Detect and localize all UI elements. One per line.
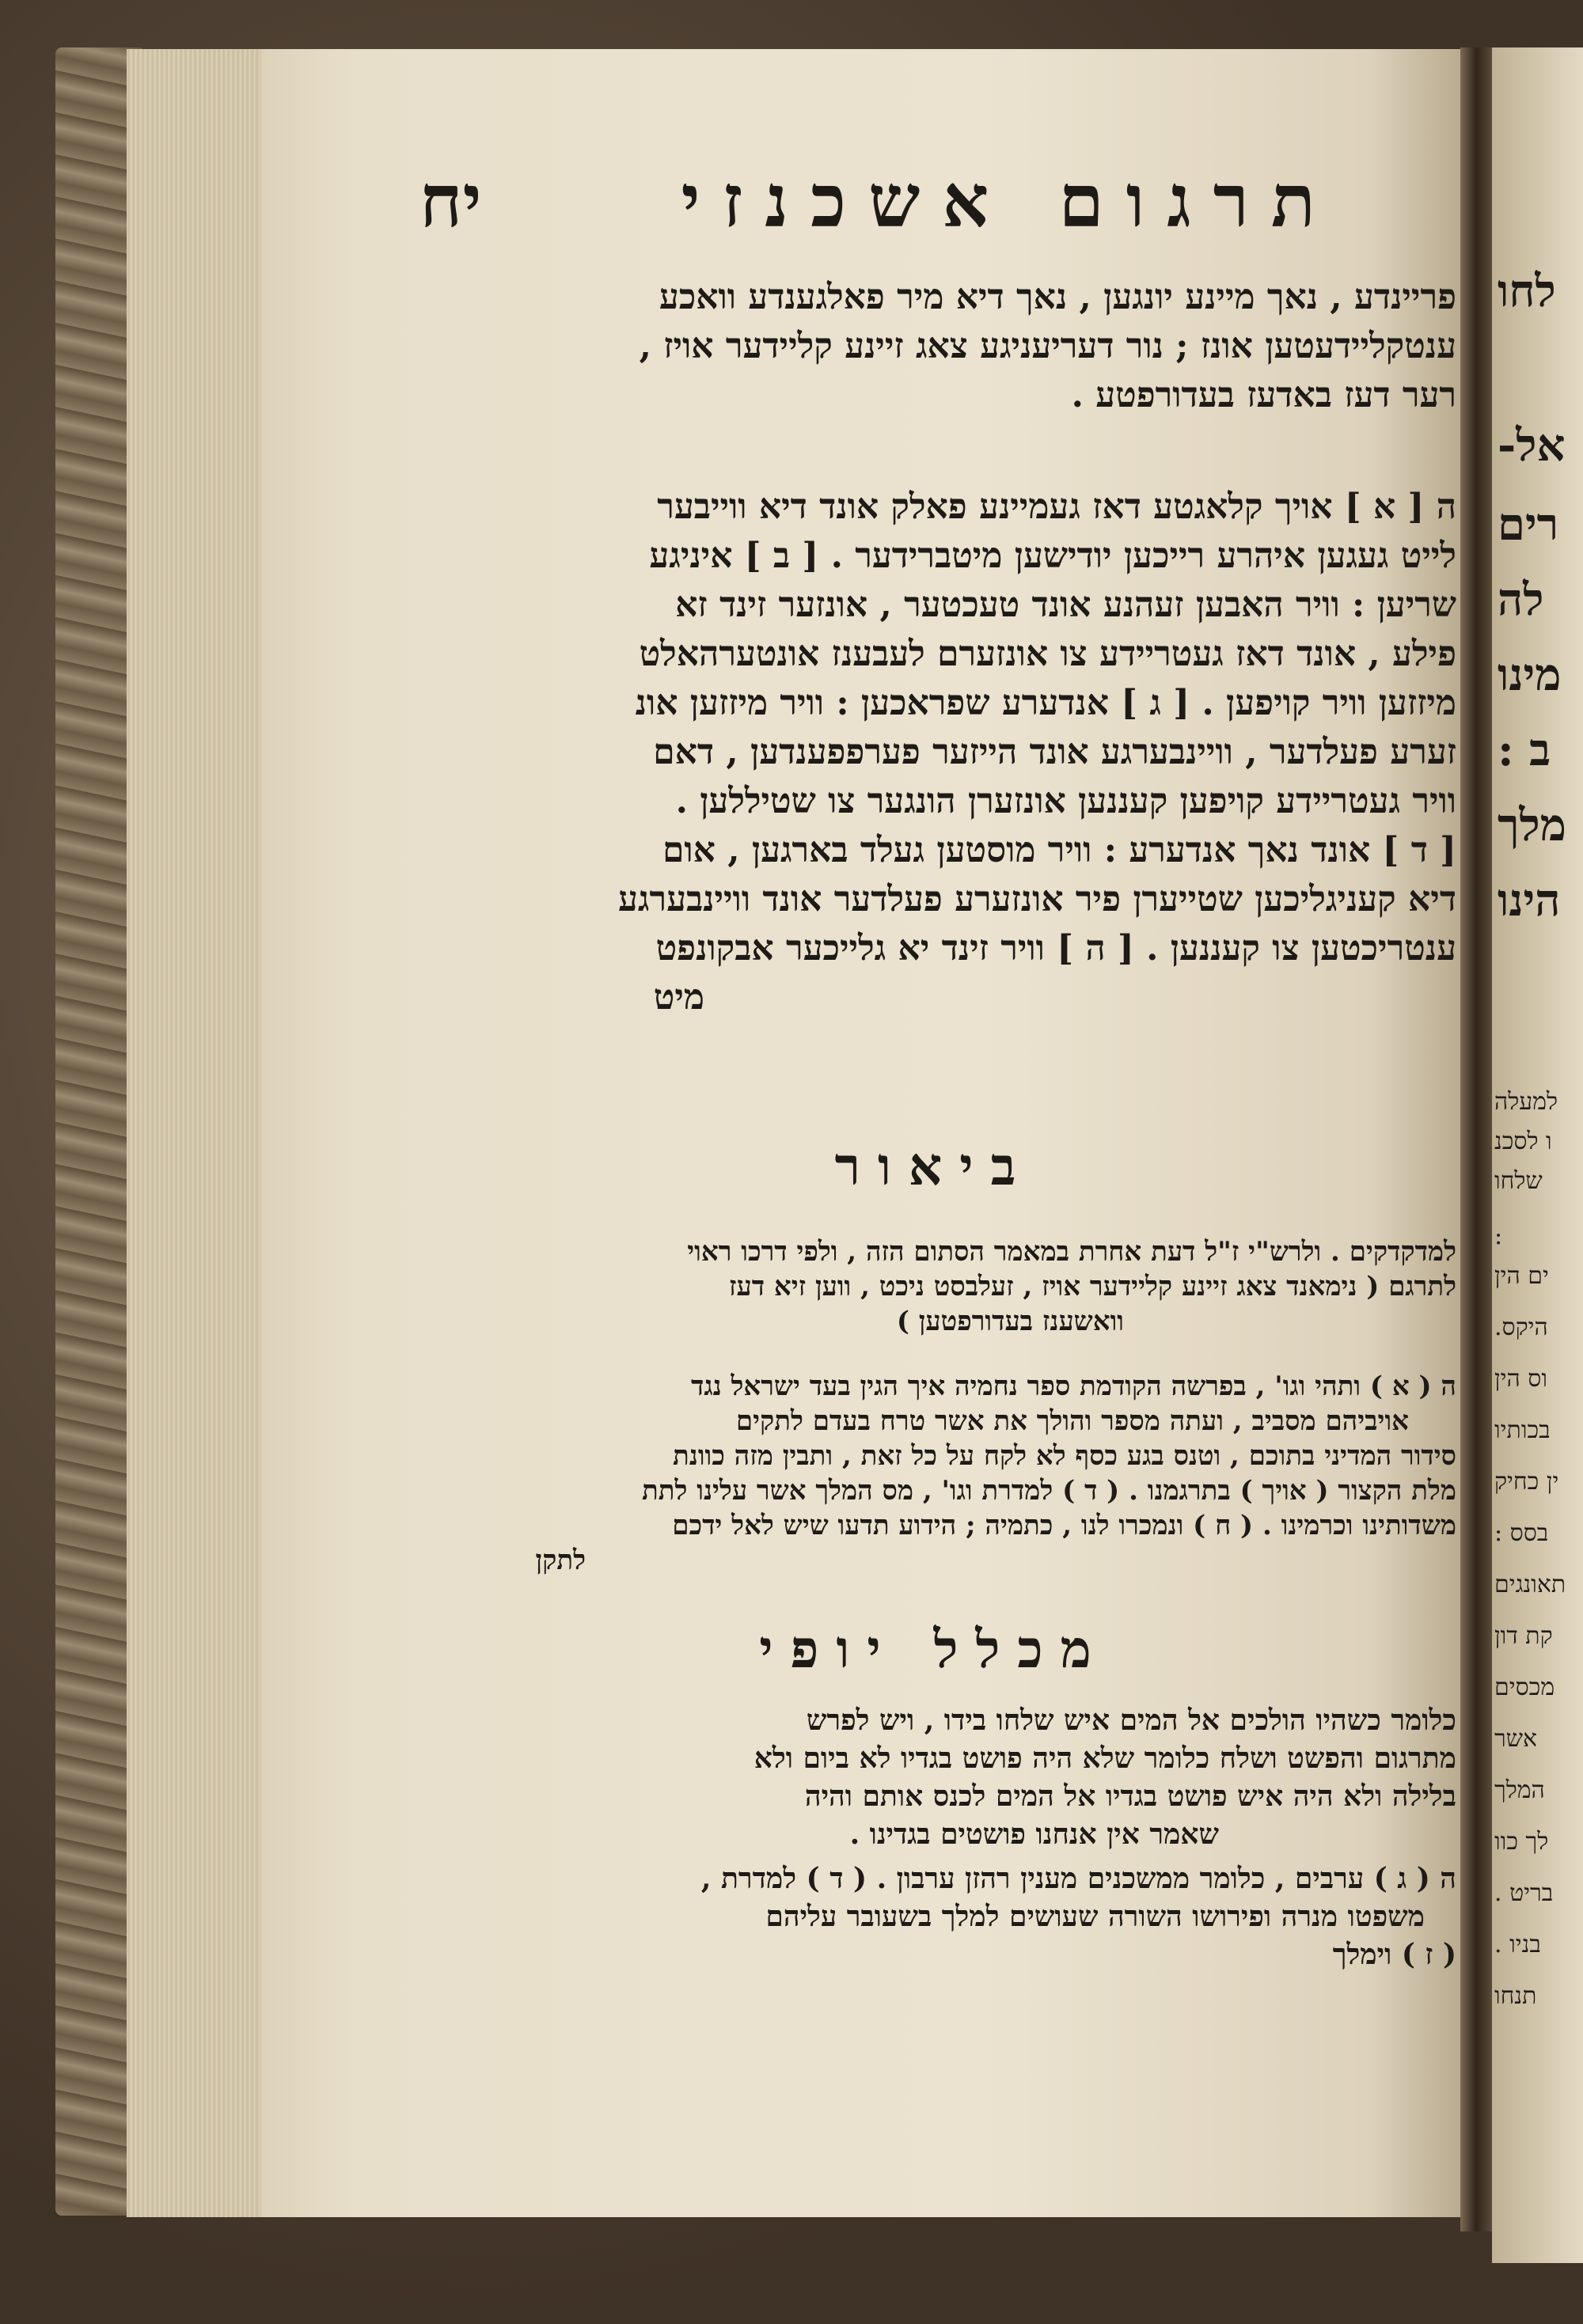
text-line: ענטקליידעטען אונז ; נור דעריעניגע צאג זיינע קליידער אויז , — [639, 326, 1456, 366]
facing-page-text: רים — [1498, 499, 1559, 551]
text-line: פריינדע , נאך מיינע יונגען , נאך דיא מיר פאלגענדע וואכע — [659, 277, 1456, 317]
facing-page-text: מלך — [1498, 799, 1566, 851]
facing-page-note: ו לסכנ — [1494, 1128, 1552, 1155]
running-head-title: תרגום אשכנזי — [681, 158, 1338, 244]
note-line: בלילה ולא היה איש פושט בגדיו אל המים לכנס אותם והיה — [804, 1780, 1456, 1813]
facing-page-note: אשר — [1494, 1725, 1537, 1753]
note-line: מתרגום והפשט ושלח כלומר שלא היה פושט בגדיו לא ביום ולא — [754, 1742, 1456, 1775]
facing-page-note: בניו . — [1494, 1931, 1541, 1958]
facing-page-note: תאונגים — [1494, 1571, 1566, 1598]
biur-note — [404, 1234, 1456, 1339]
facing-page-text: אל- — [1498, 419, 1566, 472]
note-line: משפטו מנרה ופירושו השורה שעושים למלך בשעובר עליהם — [765, 1900, 1425, 1933]
page-number: יח — [419, 158, 482, 244]
text-line: מיזזען וויר קויפען . [ ג ] אנדערע שפראכען : וויר מיזזען אונ — [635, 683, 1456, 723]
text-line: מיט — [653, 977, 704, 1018]
note-line: ( ז ) וימלך — [1332, 1938, 1456, 1971]
note-line: וואשענז בעדורפטען ) — [896, 1306, 1124, 1337]
facing-page-note: ים הין — [1494, 1262, 1549, 1290]
note-line: ה ( ג ) ערבים , כלומר ממשכנים מענין רהזן ערבון . ( ד ) למדרת , — [700, 1862, 1456, 1895]
text-line: זערע פעלדער , וויינבערגע אונד הייזער פערפפענדען , דאם — [653, 732, 1456, 772]
section-heading-biur: ביאור — [834, 1135, 1034, 1197]
text-line: פילע , אונד דאז געטריידע צו אונזערם לעבענז אונטערהאלט — [639, 634, 1456, 674]
facing-page-note: תנחו — [1494, 1982, 1537, 2010]
note-line: למדקדקים . ולרש"י ז"ל דעת אחרת במאמר הסתום הזה , ולפי דרכו ראוי — [687, 1236, 1456, 1268]
text-line: לייט געגען איהרע רייכען יודישען מיטברידער . [ ב ] איניגע — [649, 536, 1456, 576]
text-line: [ ד ] אונד נאך אנדערע : וויר מוסטען געלד בארגען , אום — [662, 830, 1456, 870]
facing-page-text: לחו — [1498, 265, 1556, 317]
facing-page-text: לה — [1498, 574, 1544, 626]
main-paragraph — [412, 483, 1456, 1022]
book-gutter — [1460, 47, 1492, 2231]
note-line: שאמר אין אנחנו פושטים בגדינו . — [849, 1818, 1219, 1851]
intro-paragraph — [412, 273, 1456, 420]
text-line: וויר געטריידע קויפען קעננען אונזערן הונגער צו שטיללען . — [675, 781, 1456, 821]
facing-page-text: הינו — [1498, 874, 1561, 927]
note-line: לתרגם ( נימאנד צאג זיינע קליידער אויז , זעלבסט ניכט , ווען זיא דעז — [728, 1271, 1456, 1302]
text-line: ענטריכטען צו קעננען . [ ה ] וויר זינד יא גלייכער אבקונפט — [655, 928, 1456, 969]
facing-page-note: מכסים — [1494, 1674, 1555, 1701]
facing-page-note: בכותיו — [1494, 1416, 1551, 1444]
page-edges — [127, 49, 263, 2217]
facing-page-note: קת דון — [1494, 1622, 1553, 1650]
text-line: רער דעז באדעז בעדורפטע . — [1071, 375, 1456, 415]
facing-page-text: ב : — [1498, 724, 1551, 776]
mikhlal-note — [404, 1860, 1456, 1973]
biur-note — [404, 1369, 1456, 1578]
text-line: שריען : וויר האבען זעהנע אונד טעכטער , אונזער זינד זא — [675, 585, 1456, 625]
facing-page-note: ין כחיק — [1494, 1468, 1559, 1496]
facing-page-note: וס הין — [1494, 1365, 1548, 1393]
note-line: מלת הקצור ( אויך ) בתרגמנו . ( ד ) למדרת וגו' , מס המלך אשר עלינו לתת — [642, 1475, 1456, 1507]
facing-page-note: לך כוו — [1494, 1828, 1549, 1856]
section-heading-mikhlal-yofi: מכלל יופי — [759, 1618, 1109, 1680]
note-line: לתקן — [535, 1545, 586, 1576]
text-line: ה [ א ] אויך קלאגטע דאז געמיינע פאלק אונד דיא ווייבער — [657, 487, 1456, 527]
text-line: דיא קעניגליכען שטייערן פיר אונזערע פעלדער אונד וויינבערגע — [618, 879, 1456, 919]
note-line: משדותינו וכרמינו . ( ח ) ונמכרו לנו , כתמיה ; הידוע תדעו שיש לאל ידכם — [672, 1510, 1456, 1541]
facing-page-note: : — [1494, 1223, 1503, 1250]
facing-page-note: למעלה — [1494, 1088, 1558, 1116]
note-line: סידור המדיני בתוכם , וטנס בגע כסף לא לקח על כל זאת , ותבין מזה כוונת — [673, 1440, 1456, 1472]
facing-page-note: המלך — [1494, 1776, 1545, 1804]
note-line: כלומר כשהיו הולכים אל המים איש שלחו בידו , ויש לפרש — [806, 1704, 1456, 1737]
facing-page-note: בסס : — [1494, 1519, 1549, 1547]
mikhlal-note — [404, 1701, 1456, 1853]
facing-page-note: היקס. — [1494, 1314, 1548, 1341]
facing-page-note: שלחו — [1494, 1167, 1543, 1195]
note-line: ה ( א ) ותהי וגו' , בפרשה הקודמת ספר נחמיה איך הגין בעד ישראל נגד — [691, 1371, 1456, 1402]
running-head — [419, 158, 1338, 244]
facing-page-text: מינו — [1498, 649, 1562, 701]
note-line: אויביהם מסביב , ועתה מספר והולך את אשר טרח בעדם לתקים — [735, 1405, 1409, 1437]
facing-page-note: בריט . — [1494, 1879, 1554, 1907]
